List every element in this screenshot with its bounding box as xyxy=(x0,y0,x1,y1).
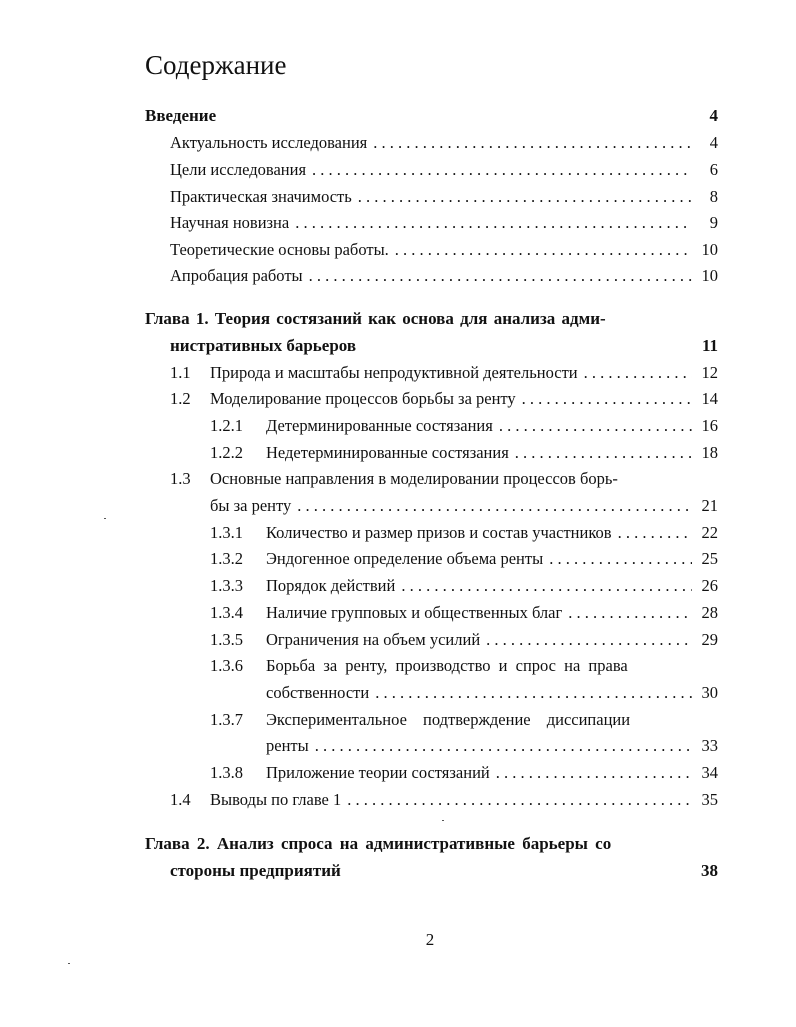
toc-page: 22 xyxy=(701,523,718,542)
toc-label: ренты xyxy=(266,736,309,755)
toc-intro-item[interactable] xyxy=(170,237,718,263)
toc-number: 1.3.4 xyxy=(210,603,243,622)
toc-label: нистративных барьеров xyxy=(170,336,357,355)
toc-subsection-label-line1[interactable]: Экспериментальное подтверждение диссипации xyxy=(266,710,631,729)
toc-label: бы за ренту xyxy=(210,496,292,515)
toc-page: 4 xyxy=(709,133,718,152)
toc-subsection[interactable] xyxy=(210,440,718,466)
toc-subsection[interactable] xyxy=(210,546,718,572)
toc-subsection[interactable] xyxy=(266,680,718,706)
toc-subsection[interactable] xyxy=(210,520,718,546)
toc-page: 9 xyxy=(709,213,718,232)
toc-label: Приложение теории состязаний xyxy=(266,763,490,782)
toc-subsection[interactable] xyxy=(210,573,718,599)
toc-label: Наличие групповых и общественных благ xyxy=(266,603,563,622)
toc-label: Введение xyxy=(145,106,217,125)
scan-speck xyxy=(68,963,70,964)
toc-chapter1-heading-line1[interactable]: Глава 1. Теория состязаний как основа для анализа адми- xyxy=(145,309,606,328)
toc-subsection[interactable] xyxy=(210,600,718,626)
toc-page: 26 xyxy=(701,576,718,595)
scan-speck xyxy=(104,518,106,519)
toc-subsection[interactable] xyxy=(210,413,718,439)
toc-label: Актуальность исследования xyxy=(170,133,368,152)
toc-number: 1.2 xyxy=(170,389,191,408)
toc-page: 4 xyxy=(709,106,718,125)
toc-label: Порядок действий xyxy=(266,576,396,595)
toc-subsection-number: 1.3.7 xyxy=(210,710,243,729)
toc-page: 14 xyxy=(701,389,718,408)
toc-intro-heading[interactable] xyxy=(145,103,718,129)
toc-page: 18 xyxy=(701,443,718,462)
toc-label: Выводы по главе 1 xyxy=(210,790,342,809)
toc-label: Эндогенное определение объема ренты xyxy=(266,549,544,568)
toc-label: Ограничения на объем усилий xyxy=(266,630,481,649)
toc-page: 16 xyxy=(701,416,718,435)
toc-intro-item[interactable] xyxy=(170,210,718,236)
toc-page: 11 xyxy=(701,336,718,355)
toc-section[interactable] xyxy=(170,386,718,412)
scan-speck xyxy=(442,820,444,821)
toc-page: 10 xyxy=(701,266,718,285)
toc-number: 1.4 xyxy=(170,790,191,809)
toc-page: 33 xyxy=(701,736,718,755)
toc-subsection[interactable] xyxy=(266,733,718,759)
toc-label: Моделирование процессов борьбы за ренту xyxy=(210,389,516,408)
toc-label: Природа и масштабы непродуктивной деятельности xyxy=(210,363,578,382)
toc-page: 21 xyxy=(701,496,718,515)
toc-page: 25 xyxy=(701,549,718,568)
toc-label: Недетерминированные состязания xyxy=(266,443,509,462)
toc-label: Цели исследования xyxy=(170,160,307,179)
toc-intro-item[interactable] xyxy=(170,157,718,183)
toc-section-label-line1[interactable]: Основные направления в моделировании процессов борь- xyxy=(210,469,618,488)
toc-page: 34 xyxy=(701,763,718,782)
toc-page: 38 xyxy=(701,861,718,880)
toc-label: Научная новизна xyxy=(170,213,290,232)
toc-number: 1.3.3 xyxy=(210,576,243,595)
toc-label: Практическая значимость xyxy=(170,187,352,206)
toc-section[interactable] xyxy=(210,493,718,519)
toc-number: 1.1 xyxy=(170,363,191,382)
toc-section-number: 1.3 xyxy=(170,469,191,488)
toc-number: 1.3.5 xyxy=(210,630,243,649)
toc-page: 35 xyxy=(701,790,718,809)
toc-intro-item[interactable] xyxy=(170,184,718,210)
toc-label: Теоретические основы работы. xyxy=(170,240,389,259)
toc-chapter1-heading[interactable] xyxy=(170,333,718,359)
toc-number: 1.2.1 xyxy=(210,416,243,435)
toc-page: 28 xyxy=(701,603,718,622)
page-number: 2 xyxy=(425,930,435,949)
toc-subsection-number: 1.3.6 xyxy=(210,656,243,675)
toc-subsection[interactable] xyxy=(210,627,718,653)
toc-number: 1.3.1 xyxy=(210,523,243,542)
toc-label: Количество и размер призов и состав участников xyxy=(266,523,612,542)
toc-number: 1.2.2 xyxy=(210,443,243,462)
toc-page: 12 xyxy=(701,363,718,382)
toc-page: 10 xyxy=(701,240,718,259)
toc-label: собственности xyxy=(266,683,370,702)
toc-page: 29 xyxy=(701,630,718,649)
toc-subsection[interactable] xyxy=(210,760,718,786)
toc-page: 6 xyxy=(709,160,718,179)
toc-number: 1.3.2 xyxy=(210,549,243,568)
toc-subsection-label-line1[interactable]: Борьба за ренту, производство и спрос на права xyxy=(266,656,628,675)
toc-intro-item[interactable] xyxy=(170,263,718,289)
toc-chapter2-heading[interactable] xyxy=(170,858,718,884)
toc-label: Апробация работы xyxy=(170,266,303,285)
page-title: Содержание xyxy=(145,50,287,80)
toc-page: 30 xyxy=(701,683,718,702)
toc-chapter2-heading-line1[interactable]: Глава 2. Анализ спроса на административные барьеры со xyxy=(145,834,612,853)
toc-label: Детерминированные состязания xyxy=(266,416,493,435)
toc-intro-item[interactable] xyxy=(170,130,718,156)
toc-section[interactable] xyxy=(170,360,718,386)
toc-number: 1.3.8 xyxy=(210,763,243,782)
toc-page: 8 xyxy=(709,187,718,206)
toc-section[interactable] xyxy=(170,787,718,813)
toc-label: стороны предприятий xyxy=(170,861,341,880)
